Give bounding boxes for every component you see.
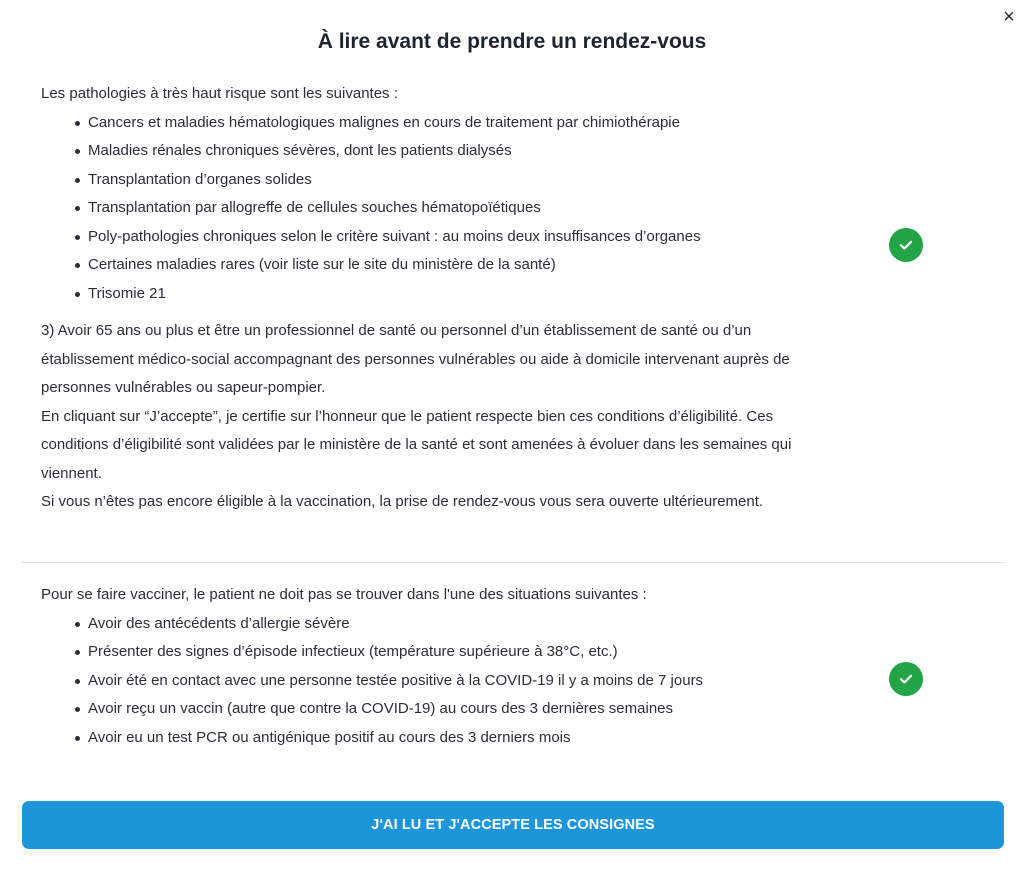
contraindications-intro: Pour se faire vacciner, le patient ne doit pas se trouver dans l'une des situations suivantes : — [41, 586, 647, 603]
list-item: Cancers et maladies hématologiques malignes en cours de traitement par chimiothérapie — [88, 109, 801, 138]
list-item: Poly-pathologies chroniques selon le critère suivant : au moins deux insuffisances d’organes — [88, 223, 801, 252]
high-risk-intro: Les pathologies à très haut risque sont les suivantes : — [41, 85, 398, 102]
list-item: Trisomie 21 — [88, 280, 801, 309]
list-item: Transplantation par allogreffe de cellules souches hématopoïétiques — [88, 194, 801, 223]
high-risk-list — [41, 109, 801, 309]
eligibility-paragraph: 3) Avoir 65 ans ou plus et être un professionnel de santé ou personnel d’un établissement de santé ou d’un établissement médico-social accompagnant des personnes vulnérables ou aide à domicile intervenant auprès de personnes vulnérables ou sapeur-pompier. — [41, 322, 790, 396]
contraindications-list — [41, 610, 801, 753]
list-item: Présenter des signes d’épisode infectieux (température supérieure à 38°C, etc.) — [88, 638, 801, 667]
close-icon[interactable]: × — [1003, 6, 1015, 28]
check-circle-icon — [889, 662, 923, 696]
accept-button[interactable]: J'AI LU ET J'ACCEPTE LES CONSIGNES — [22, 801, 1004, 849]
list-item: Transplantation d’organes solides — [88, 166, 801, 195]
list-item: Maladies rénales chroniques sévères, dont les patients dialysés — [88, 137, 801, 166]
checkmark-icon — [898, 237, 914, 253]
list-item: Avoir des antécédents d’allergie sévère — [88, 610, 801, 639]
not-eligible-paragraph: Si vous n’êtes pas encore éligible à la vaccination, la prise de rendez-vous vous sera ouverte ultérieurement. — [41, 493, 764, 510]
high-risk-section — [41, 80, 801, 517]
modal-title: À lire avant de prendre un rendez-vous — [317, 30, 707, 53]
list-item: Avoir été en contact avec une personne testée positive à la COVID-19 il y a moins de 7 jours — [88, 667, 801, 696]
check-circle-icon — [889, 228, 923, 262]
section-divider — [22, 562, 1004, 563]
list-item: Avoir eu un test PCR ou antigénique positif au cours des 3 derniers mois — [88, 724, 801, 753]
list-item: Certaines maladies rares (voir liste sur le site du ministère de la santé) — [88, 251, 801, 280]
certification-paragraph: En cliquant sur “J’accepte”, je certifie sur l’honneur que le patient respecte bien ces conditions d’éligibilité. Ces conditions d’éligibilité sont validées par le ministère de la santé et sont amenées à évoluer dans les semaines qui viennent. — [41, 407, 792, 482]
list-item: Avoir reçu un vaccin (autre que contre la COVID-19) au cours des 3 dernières semaines — [88, 695, 801, 724]
contraindications-section — [41, 581, 801, 752]
checkmark-icon — [898, 671, 914, 687]
